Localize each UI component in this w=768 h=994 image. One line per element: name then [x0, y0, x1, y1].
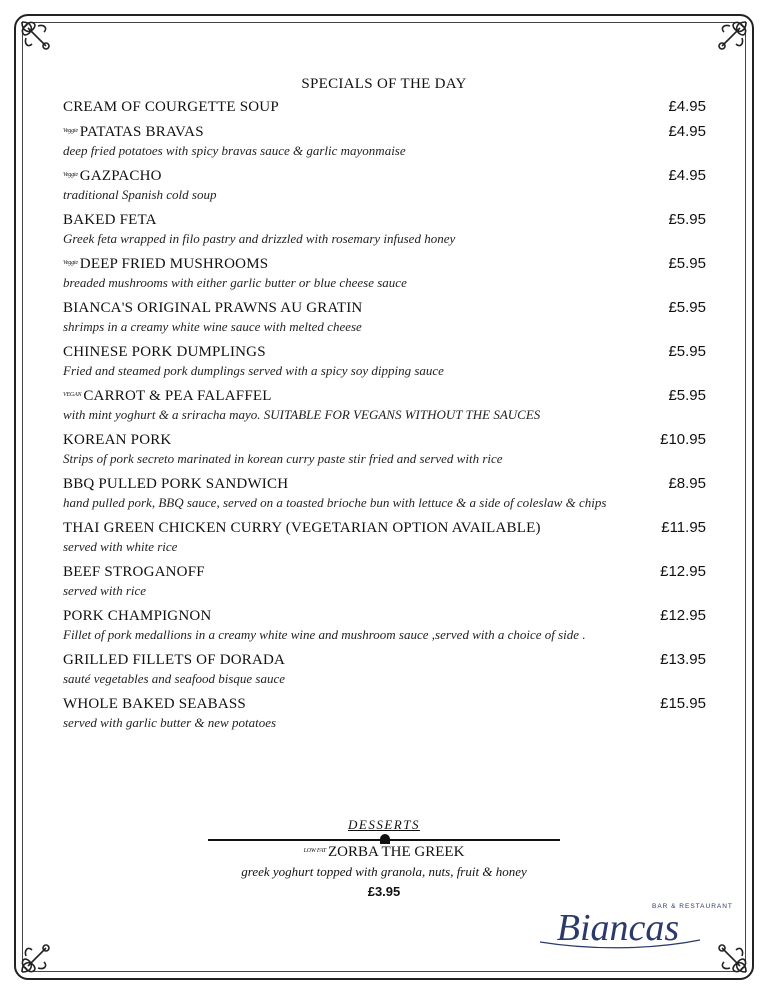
dietary-tag: Veggie: [63, 171, 78, 178]
dessert-item-description: greek yoghurt topped with granola, nuts, fruit & honey: [241, 864, 527, 879]
menu-item-price: £12.95: [660, 607, 706, 624]
menu-item-name: THAI GREEN CHICKEN CURRY (VEGETARIAN OPTION AVAILABLE): [63, 520, 541, 536]
menu-item-row: [63, 607, 706, 625]
menu-item-name: BAKED FETA: [63, 212, 157, 228]
menu-item-name: CREAM OF COURGETTE SOUP: [63, 99, 279, 115]
page-title: SPECIALS OF THE DAY: [301, 76, 467, 92]
menu-item-row: [63, 651, 706, 669]
menu-item-price: £5.95: [668, 299, 706, 316]
divider-ornament-icon: [380, 834, 390, 844]
svg-text:BAR & RESTAURANT: BAR & RESTAURANT: [652, 903, 733, 910]
dessert-item-price: £3.95: [367, 884, 401, 899]
menu-item-name: CHINESE PORK DUMPLINGS: [63, 344, 266, 360]
dessert-item-name: LOW FAT ZORBA THE GREEK: [303, 844, 465, 860]
menu-item-row: [63, 123, 706, 141]
menu-item: [63, 167, 706, 204]
menu-item: [63, 431, 706, 468]
menu-item: [63, 475, 706, 512]
menu-item-row: [63, 695, 706, 713]
menu-item: [63, 211, 706, 248]
menu-item-price: £5.95: [668, 255, 706, 272]
menu-item-row: [63, 475, 706, 493]
menu-item: [63, 607, 706, 644]
dietary-tag: Veggie: [63, 259, 78, 266]
menu-item-name: GRILLED FILLETS OF DORADA: [63, 652, 286, 668]
menu-item-price: £4.95: [668, 167, 706, 184]
dietary-tag: LOW FAT: [303, 847, 327, 854]
menu-item-price: £5.95: [668, 211, 706, 228]
corner-ornament-icon: [706, 932, 752, 978]
menu-item-price: £11.95: [661, 519, 706, 536]
menu-item: [63, 123, 706, 160]
menu-item-row: [63, 255, 706, 273]
biancas-logo: [530, 896, 733, 952]
menu-item-price: £5.95: [668, 387, 706, 404]
menu-item: [63, 387, 706, 424]
menu-item-row: [63, 343, 706, 361]
menu-item-description: Strips of pork secreto marinated in korean curry paste stir fried and served with rice: [63, 451, 503, 466]
menu-item: [63, 255, 706, 292]
menu-item-price: £13.95: [660, 651, 706, 668]
menu-item-name: Veggie GAZPACHO: [63, 168, 162, 184]
dietary-tag: VEGAN: [63, 391, 82, 398]
menu-item-description: traditional Spanish cold soup: [63, 187, 217, 202]
menu-item-price: £5.95: [668, 343, 706, 360]
desserts-heading: DESSERTS: [348, 817, 420, 832]
menu-item: [63, 695, 706, 732]
menu-item-description: Fried and steamed pork dumplings served with a spicy soy dipping sauce: [63, 363, 444, 378]
menu-item-description: with mint yoghurt & a sriracha mayo. SUITABLE FOR VEGANS WITHOUT THE SAUCES: [63, 407, 541, 422]
menu-item-description: Fillet of pork medallions in a creamy white wine and mushroom sauce ,served with a choice of side .: [63, 627, 586, 642]
menu-item: [63, 343, 706, 380]
menu-item: [63, 519, 706, 556]
menu-item-row: [63, 98, 706, 116]
menu-item-description: shrimps in a creamy white wine sauce with melted cheese: [63, 319, 362, 334]
menu-item-price: £4.95: [668, 98, 706, 115]
menu-item: [63, 98, 706, 116]
menu-item-description: served with garlic butter & new potatoes: [63, 715, 277, 730]
menu-item-name: VEGAN CARROT & PEA FALAFFEL: [63, 388, 272, 404]
menu-item-name: WHOLE BAKED SEABASS: [63, 696, 246, 712]
menu-item-description: sauté vegetables and seafood bisque sauce: [63, 671, 286, 686]
menu-item-name: Veggie DEEP FRIED MUSHROOMS: [63, 256, 269, 272]
menu-item-name: PORK CHAMPIGNON: [63, 608, 212, 624]
menu-item: [63, 651, 706, 688]
menu-item-row: [63, 211, 706, 229]
menu-item-description: served with white rice: [63, 539, 178, 554]
menu-item-row: [63, 167, 706, 185]
corner-ornament-icon: [706, 16, 752, 62]
menu-item-price: £12.95: [660, 563, 706, 580]
corner-ornament-icon: [16, 932, 62, 978]
menu-item-price: £4.95: [668, 123, 706, 140]
menu-item-name: BEEF STROGANOFF: [63, 564, 205, 580]
menu-item-description: deep fried potatoes with spicy bravas sauce & garlic mayonmaise: [63, 143, 406, 158]
menu-item-row: [63, 563, 706, 581]
menu-item-row: [63, 519, 706, 537]
menu-item-price: £15.95: [660, 695, 706, 712]
menu-item-name: BIANCA'S ORIGINAL PRAWNS AU GRATIN: [63, 300, 363, 316]
menu-item-description: breaded mushrooms with either garlic butter or blue cheese sauce: [63, 275, 407, 290]
menu-item-description: served with rice: [63, 583, 147, 598]
specials-list: [63, 98, 706, 739]
menu-item-price: £10.95: [660, 431, 706, 448]
menu-item-row: [63, 431, 706, 449]
menu-item-price: £8.95: [668, 475, 706, 492]
menu-item-name: Veggie PATATAS BRAVAS: [63, 124, 204, 140]
dietary-tag: Veggie: [63, 127, 78, 134]
menu-item-row: [63, 387, 706, 405]
menu-item: [63, 563, 706, 600]
menu-item-name: BBQ PULLED PORK SANDWICH: [63, 476, 289, 492]
corner-ornament-icon: [16, 16, 62, 62]
menu-item-row: [63, 299, 706, 317]
menu-item-description: Greek feta wrapped in filo pastry and drizzled with rosemary infused honey: [63, 231, 456, 246]
menu-item: [63, 299, 706, 336]
svg-text:Biancas: Biancas: [556, 907, 680, 949]
menu-item-description: hand pulled pork, BBQ sauce, served on a toasted brioche bun with lettuce & a side of coleslaw & chips: [63, 495, 607, 510]
menu-item-name: KOREAN PORK: [63, 432, 172, 448]
